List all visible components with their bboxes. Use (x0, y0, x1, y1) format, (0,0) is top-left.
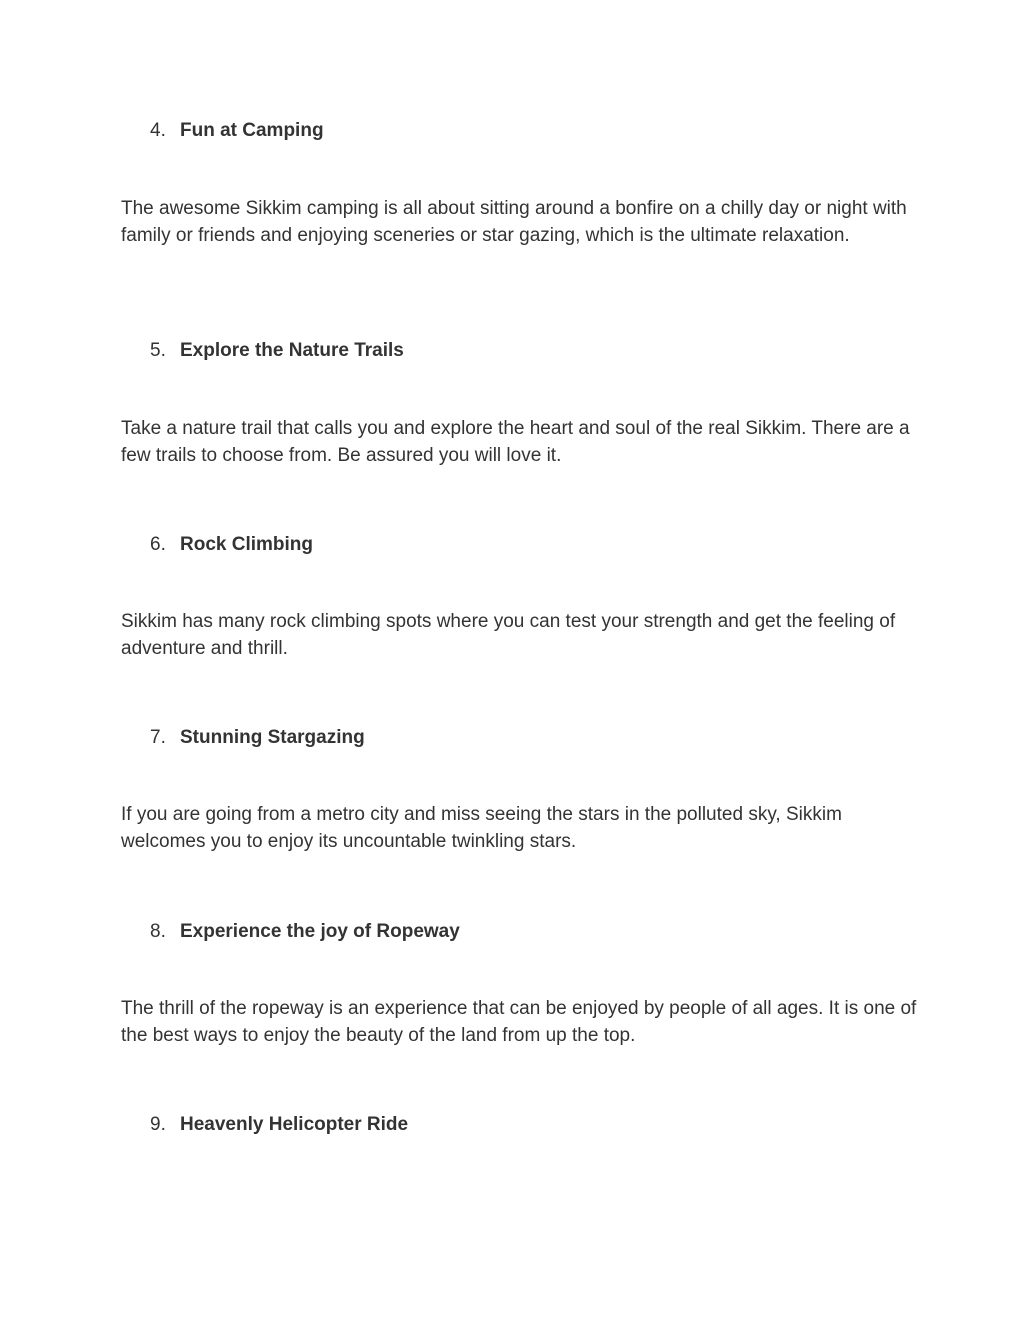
section-title: Rock Climbing (180, 534, 314, 555)
section-heading (150, 118, 324, 144)
section-paragraph: The awesome Sikkim camping is all about sitting around a bonfire on a chilly day or night with family or friends and enjoying sceneries or star gazing, which is the ultimate relaxation. (121, 198, 907, 246)
section-heading (150, 725, 365, 751)
section-heading (150, 1112, 408, 1138)
section-title: Heavenly Helicopter Ride (180, 1114, 409, 1135)
section-number: 5. (150, 340, 166, 361)
section-heading (150, 532, 313, 558)
section-number: 7. (150, 727, 166, 748)
section-title: Stunning Stargazing (180, 727, 365, 748)
section-number: 4. (150, 120, 166, 141)
section-number: 6. (150, 534, 166, 555)
section-paragraph: The thrill of the ropeway is an experience that can be enjoyed by people of all ages. It is one of the best ways to enjoy the beauty of the land from up the top. (121, 998, 917, 1046)
section-title: Fun at Camping (180, 120, 324, 141)
section-paragraph: Take a nature trail that calls you and explore the heart and soul of the real Sikkim. There are a few trails to choose from. Be assured you will love it. (121, 418, 910, 466)
section-title: Experience the joy of Ropeway (180, 921, 460, 942)
section-paragraph: Sikkim has many rock climbing spots where you can test your strength and get the feeling of adventure and thrill. (121, 611, 896, 659)
section-paragraph: If you are going from a metro city and miss seeing the stars in the polluted sky, Sikkim welcomes you to enjoy its uncountable twinkling stars. (121, 804, 842, 852)
section-number: 9. (150, 1114, 166, 1135)
section-number: 8. (150, 921, 166, 942)
section-heading (150, 919, 460, 945)
section-heading (150, 338, 404, 364)
section-title: Explore the Nature Trails (180, 340, 404, 361)
